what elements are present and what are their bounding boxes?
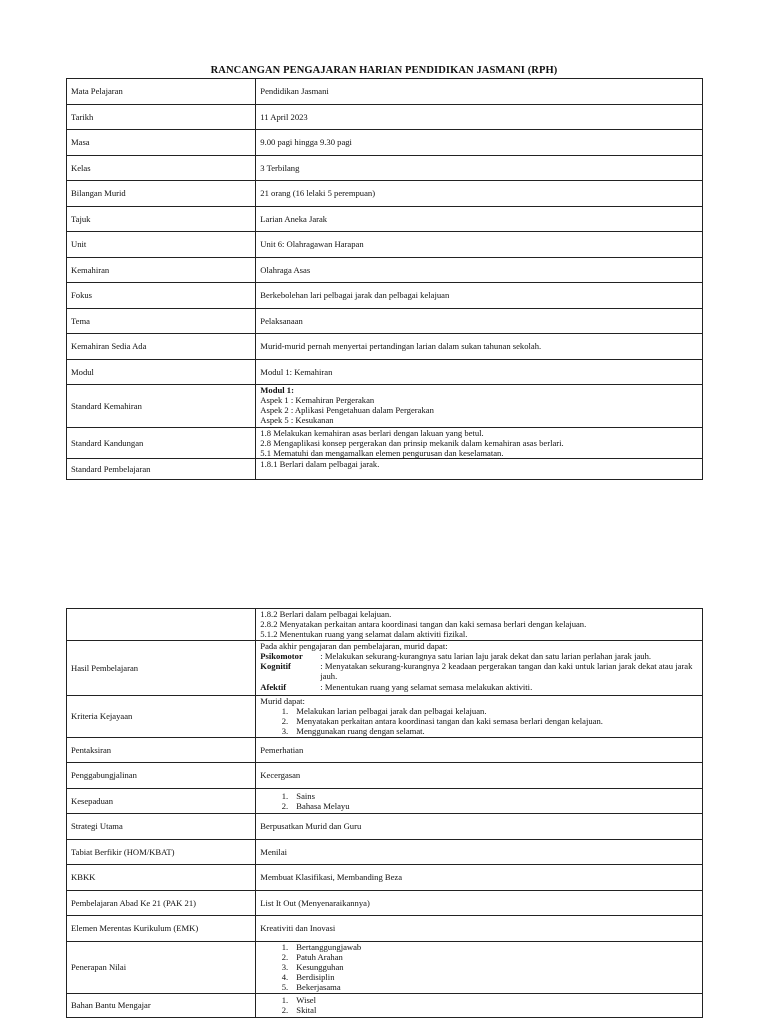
row-kesepaduan-value [256, 788, 703, 814]
row-fokus-label: Fokus [67, 283, 256, 309]
row-elemen-merentas-kurikulum-emk-label: Elemen Merentas Kurikulum (EMK) [67, 916, 256, 942]
standard-kemahiran-line: Aspek 1 : Kemahiran Pergerakan [260, 395, 375, 406]
row-kemahiran-sedia-ada-label: Kemahiran Sedia Ada [67, 334, 256, 360]
row-tabiat-berfikir-hom-kbat [67, 839, 703, 865]
hasil-text: : Menyatakan sekurang-kurangnya 2 keadaan pergerakan tangan dan kaki untuk larian jarak dekat atau jarak jauh. [320, 661, 693, 682]
row-kbkk [67, 865, 703, 891]
row-mata-pelajaran-label: Mata Pelajaran [67, 79, 256, 105]
row-strategi-utama-value: Berpusatkan Murid dan Guru [256, 814, 703, 840]
standard-kemahiran-line: Aspek 5 : Kesukanan [260, 415, 334, 426]
row-hasil-pembelajaran-value [256, 641, 703, 696]
row-bahan-bantu-mengajar-label: Bahan Bantu Mengajar [67, 993, 256, 1017]
row-kesepaduan-label: Kesepaduan [67, 788, 256, 814]
row-hasil-pembelajaran-label: Hasil Pembelajaran [67, 641, 256, 696]
row-tajuk-value: Larian Aneka Jarak [256, 206, 703, 232]
row-pentaksiran-label: Pentaksiran [67, 737, 256, 763]
bbm-item: 1. Wisel [290, 995, 698, 1005]
standard-kemahiran-heading: Modul 1: [260, 385, 294, 395]
row-tabiat-berfikir-hom-kbat-label: Tabiat Berfikir (HOM/KBAT) [67, 839, 256, 865]
standard-pembelajaran-line: 1.8.1 Berlari dalam pelbagai jarak. [260, 459, 380, 470]
row-tarikh-value: 11 April 2023 [256, 104, 703, 130]
row-penerapan-nilai-label: Penerapan Nilai [67, 941, 256, 993]
row-unit-label: Unit [67, 232, 256, 258]
kesepaduan-item: 2. Bahasa Melayu [290, 801, 698, 811]
row-masa-label: Masa [67, 130, 256, 156]
row-kriteria-kejayaan-label: Kriteria Kejayaan [67, 696, 256, 738]
row-standard-pembelajaran-label: Standard Pembelajaran [67, 459, 256, 480]
standard-kemahiran-line: Aspek 2 : Aplikasi Pengetahuan dalam Pergerakan [260, 405, 434, 416]
row-fokus [67, 283, 703, 309]
row-pembelajaran-abad-ke-21-pak-21 [67, 890, 703, 916]
row-kemahiran-value: Olahraga Asas [256, 257, 703, 283]
row-bahan-bantu-mengajar-value [256, 993, 703, 1017]
row-kesepaduan [67, 788, 703, 814]
row-tema [67, 308, 703, 334]
hasil-text: : Melakukan sekurang-kurangnya satu larian laju jarak dekat dan satu larian perlahan jarak jauh. [320, 651, 652, 662]
row-modul [67, 359, 703, 385]
row-bilangan-murid-label: Bilangan Murid [67, 181, 256, 207]
hasil-text: : Menentukan ruang yang selamat semasa melakukan aktiviti. [320, 681, 533, 692]
row-modul-label: Modul [67, 359, 256, 385]
nilai-item: 4. Berdisiplin [290, 972, 698, 982]
row-unit [67, 232, 703, 258]
row-kemahiran-label: Kemahiran [67, 257, 256, 283]
standard-kandungan-line: 5.1 Mematuhi dan mengamalkan elemen pengurusan dan keselamatan. [260, 448, 504, 459]
hasil-grid [260, 651, 698, 692]
row-mata-pelajaran-value: Pendidikan Jasmani [256, 79, 703, 105]
row-bilangan-murid-value: 21 orang (16 lelaki 5 perempuan) [256, 181, 703, 207]
row-tarikh-label: Tarikh [67, 104, 256, 130]
row-standard-kemahiran-value [256, 385, 703, 428]
row-strategi-utama-label: Strategi Utama [67, 814, 256, 840]
row-standard-pembelajaran-cont-label [67, 609, 256, 641]
hasil-key: Kognitif [260, 661, 291, 672]
row-tema-label: Tema [67, 308, 256, 334]
standard-kandungan-line: 1.8 Melakukan kemahiran asas berlari dengan lakuan yang betul. [260, 428, 484, 438]
bbm-list [260, 995, 698, 1015]
row-standard-kemahiran-label: Standard Kemahiran [67, 385, 256, 428]
hasil-key: Psikomotor [260, 651, 303, 662]
standard-pembelajaran-line: 1.8.2 Berlari dalam pelbagai kelajuan. [260, 609, 392, 619]
row-standard-pembelajaran [67, 459, 703, 480]
nilai-item: 3. Kesungguhan [290, 962, 698, 972]
nilai-item: 2. Patuh Arahan [290, 952, 698, 962]
row-penerapan-nilai-value [256, 941, 703, 993]
rph-table-part-2-body [67, 609, 703, 1018]
standard-pembelajaran-line: 5.1.2 Menentukan ruang yang selamat dalam aktiviti fizikal. [260, 629, 468, 640]
row-hasil-pembelajaran [67, 641, 703, 696]
nilai-item: 1. Bertanggungjawab [290, 942, 698, 952]
row-bilangan-murid [67, 181, 703, 207]
row-kbkk-value: Membuat Klasifikasi, Membanding Beza [256, 865, 703, 891]
kesepaduan-list [260, 791, 698, 811]
row-elemen-merentas-kurikulum-emk [67, 916, 703, 942]
row-pentaksiran [67, 737, 703, 763]
rph-table-part-2 [66, 608, 703, 1018]
row-unit-value: Unit 6: Olahragawan Harapan [256, 232, 703, 258]
nilai-item: 5. Bekerjasama [290, 982, 698, 992]
row-bahan-bantu-mengajar [67, 993, 703, 1017]
row-penggabungjalinan-value: Kecergasan [256, 763, 703, 789]
row-penggabungjalinan-label: Penggabungjalinan [67, 763, 256, 789]
bbm-item: 2. Skital [290, 1005, 698, 1015]
row-tema-value: Pelaksanaan [256, 308, 703, 334]
row-pentaksiran-value: Pemerhatian [256, 737, 703, 763]
kriteria-intro: Murid dapat: [260, 696, 305, 706]
row-kelas-label: Kelas [67, 155, 256, 181]
row-standard-pembelajaran-value [256, 459, 703, 480]
kriteria-list [260, 706, 698, 736]
hasil-intro: Pada akhir pengajaran dan pembelajaran, murid dapat: [260, 641, 448, 651]
row-pembelajaran-abad-ke-21-pak-21-value: List It Out (Menyenaraikannya) [256, 890, 703, 916]
row-elemen-merentas-kurikulum-emk-value: Kreativiti dan Inovasi [256, 916, 703, 942]
row-kbkk-label: KBKK [67, 865, 256, 891]
rph-table-part-1 [66, 78, 703, 480]
row-penerapan-nilai [67, 941, 703, 993]
row-tarikh [67, 104, 703, 130]
row-kemahiran-sedia-ada [67, 334, 703, 360]
row-standard-kandungan [67, 428, 703, 459]
row-masa [67, 130, 703, 156]
row-standard-kandungan-label: Standard Kandungan [67, 428, 256, 459]
row-modul-value: Modul 1: Kemahiran [256, 359, 703, 385]
row-kelas-value: 3 Terbilang [256, 155, 703, 181]
row-kemahiran-sedia-ada-value: Murid-murid pernah menyertai pertandingan larian dalam sukan tahunan sekolah. [256, 334, 703, 360]
row-mata-pelajaran [67, 79, 703, 105]
row-masa-value: 9.00 pagi hingga 9.30 pagi [256, 130, 703, 156]
row-pembelajaran-abad-ke-21-pak-21-label: Pembelajaran Abad Ke 21 (PAK 21) [67, 890, 256, 916]
row-tajuk [67, 206, 703, 232]
standard-pembelajaran-line: 2.8.2 Menyatakan perkaitan antara koordinasi tangan dan kaki semasa berlari dengan kelajuan. [260, 619, 587, 630]
hasil-key: Afektif [260, 681, 287, 692]
row-standard-kandungan-value [256, 428, 703, 459]
row-fokus-value: Berkebolehan lari pelbagai jarak dan pelbagai kelajuan [256, 283, 703, 309]
row-standard-kemahiran [67, 385, 703, 428]
row-kriteria-kejayaan-value [256, 696, 703, 738]
row-kelas [67, 155, 703, 181]
kriteria-item: 1. Melakukan larian pelbagai jarak dan pelbagai kelajuan. [290, 706, 698, 716]
row-tajuk-label: Tajuk [67, 206, 256, 232]
row-kriteria-kejayaan [67, 696, 703, 738]
row-standard-pembelajaran-cont [67, 609, 703, 641]
row-tabiat-berfikir-hom-kbat-value: Menilai [256, 839, 703, 865]
rph-table-part-1-body [67, 79, 703, 480]
kriteria-item: 2. Menyatakan perkaitan antara koordinasi tangan dan kaki semasa berlari dengan kelajuan. [290, 716, 698, 726]
row-strategi-utama [67, 814, 703, 840]
document-title: RANCANGAN PENGAJARAN HARIAN PENDIDIKAN JASMANI (RPH) [210, 65, 558, 76]
nilai-list [260, 942, 698, 993]
kesepaduan-item: 1. Sains [290, 791, 698, 801]
standard-kandungan-line: 2.8 Mengaplikasi konsep pergerakan dan prinsip mekanik dalam kemahiran asas berlari. [260, 438, 564, 449]
row-kemahiran [67, 257, 703, 283]
kriteria-item: 3. Menggunakan ruang dengan selamat. [290, 726, 698, 736]
row-penggabungjalinan [67, 763, 703, 789]
row-standard-pembelajaran-cont-value [256, 609, 703, 641]
